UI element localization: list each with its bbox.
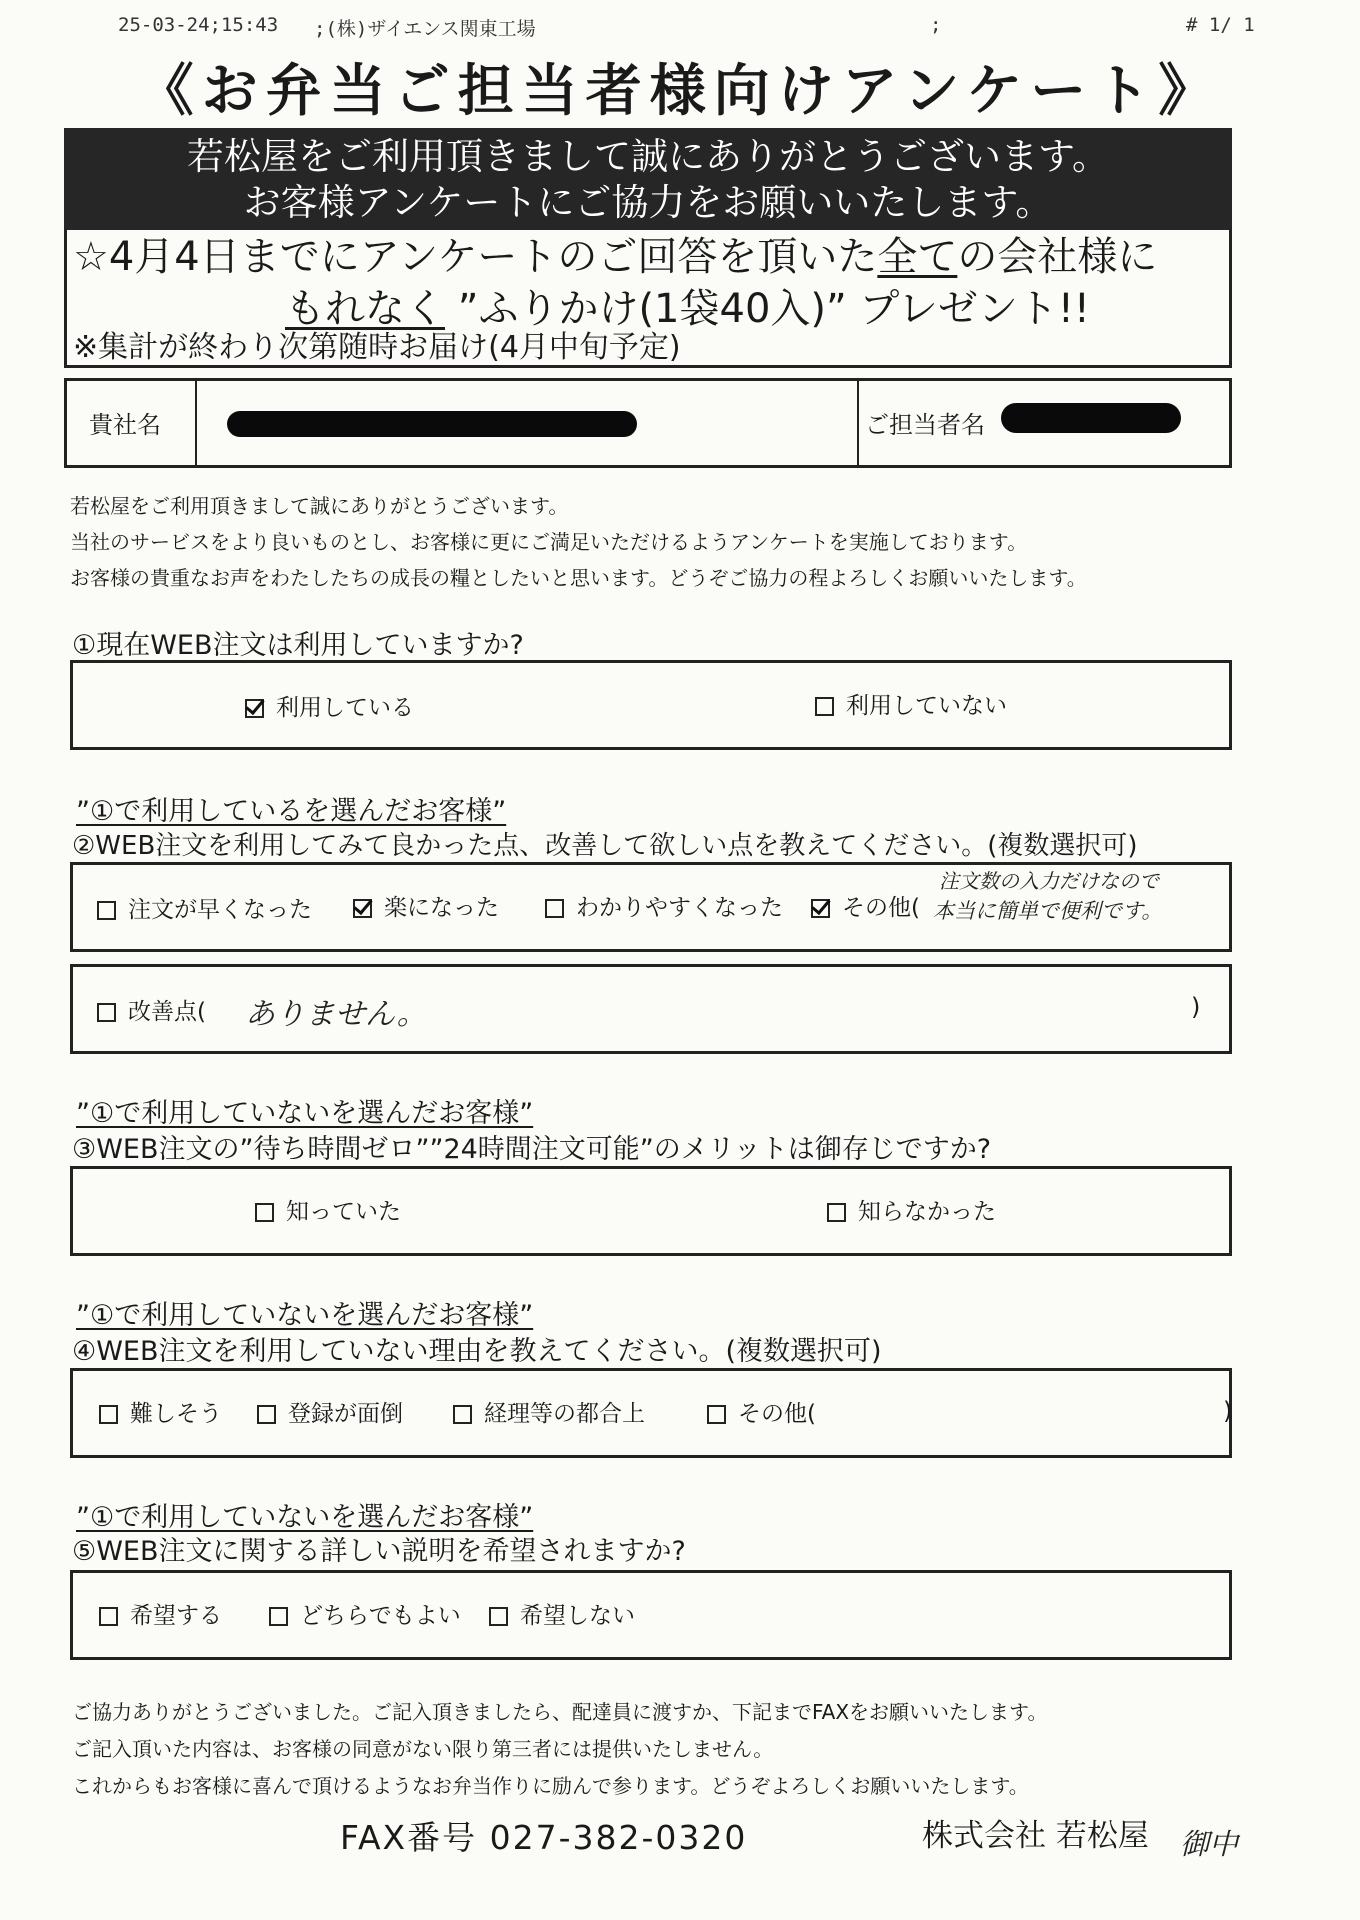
q4-question: ④WEB注文を利用していない理由を教えてください。(複数選択可) bbox=[72, 1336, 882, 1367]
name-fields bbox=[64, 378, 1232, 468]
promo-emphasis-all: 全て bbox=[877, 234, 958, 280]
q3-option-did-not-know[interactable]: 知らなかった bbox=[827, 1197, 996, 1227]
fax-separator: ; bbox=[930, 14, 942, 36]
checkbox[interactable] bbox=[99, 1607, 118, 1626]
checkbox[interactable] bbox=[545, 899, 564, 918]
fax-header bbox=[118, 14, 1288, 48]
checkbox[interactable] bbox=[255, 1203, 274, 1222]
fax-timestamp: 25-03-24;15:43 bbox=[118, 14, 279, 36]
checkbox[interactable] bbox=[97, 1003, 116, 1022]
banner-line-1: 若松屋をご利用頂きまして誠にありがとうございます。 bbox=[186, 135, 1110, 178]
page-title: 《お弁当ご担当者様向けアンケート》 bbox=[137, 59, 1223, 124]
contact-cell bbox=[859, 381, 1229, 465]
contact-label: ご担当者名 bbox=[865, 411, 985, 439]
closing-line-2: ご記入頂いた内容は、お客様の同意がない限り第三者には提供いたしません。 bbox=[72, 1737, 774, 1761]
checkbox[interactable] bbox=[707, 1405, 726, 1424]
q3-option-knew[interactable]: 知っていた bbox=[255, 1197, 401, 1227]
checkbox[interactable] bbox=[453, 1405, 472, 1424]
q2-option-faster[interactable]: 注文が早くなった bbox=[97, 895, 312, 925]
q5-condition: ”①で利用していないを選んだお客様” bbox=[76, 1502, 534, 1533]
checkbox[interactable] bbox=[99, 1405, 118, 1424]
q3-condition: ”①で利用していないを選んだお客様” bbox=[76, 1098, 534, 1129]
q4-option-difficult[interactable]: 難しそう bbox=[99, 1399, 222, 1429]
q4-condition: ”①で利用していないを選んだお客様” bbox=[76, 1300, 534, 1331]
q2-other-handwritten-2: 本当に簡単で便利です。 bbox=[933, 899, 1163, 923]
company-name-field[interactable] bbox=[197, 381, 859, 465]
q4-option-accounting[interactable]: 経理等の都合上 bbox=[453, 1399, 645, 1429]
closing-line-3: これからもお客様に喜んで頂けるようなお弁当作りに励んで参ります。どうぞよろしくお願いいたします。 bbox=[72, 1774, 1029, 1798]
promo-note: ※集計が終わり次第随時お届け(4月中旬予定) bbox=[73, 330, 681, 365]
q3-answer-box bbox=[70, 1166, 1232, 1256]
q3-question: ③WEB注文の”待ち時間ゼロ””24時間注文可能”のメリットは御存じですか? bbox=[72, 1134, 992, 1165]
q2-improve-handwritten: ありません。 bbox=[245, 997, 427, 1032]
fax-number: FAX番号 027-382-0320 bbox=[340, 1818, 748, 1857]
checkbox-checked[interactable] bbox=[811, 899, 830, 918]
checkbox[interactable] bbox=[815, 697, 834, 716]
q1-option-using[interactable]: 利用している bbox=[245, 693, 414, 723]
promo-line-2: もれなく ”ふりかけ(1袋40入)” プレゼント!! bbox=[285, 286, 1090, 332]
promo-line-1: ☆4月4日までにアンケートのご回答を頂いた全ての会社様に bbox=[73, 234, 1158, 280]
contact-name-field[interactable] bbox=[1001, 403, 1181, 433]
checkbox-checked[interactable] bbox=[245, 699, 264, 718]
intro-line-1: 若松屋をご利用頂きまして誠にありがとうございます。 bbox=[70, 494, 569, 518]
checkbox[interactable] bbox=[827, 1203, 846, 1222]
q4-option-registration[interactable]: 登録が面倒 bbox=[257, 1399, 403, 1429]
q2-improve-close: ) bbox=[1191, 993, 1201, 1021]
q5-answer-box bbox=[70, 1570, 1232, 1660]
q4-option-other[interactable]: その他( bbox=[707, 1399, 816, 1429]
q1-question: ①現在WEB注文は利用していますか? bbox=[72, 630, 524, 661]
promo-box bbox=[64, 228, 1232, 368]
q2-option-other[interactable]: その他( bbox=[811, 893, 920, 923]
q1-answer-box bbox=[70, 660, 1232, 750]
q4-answer-box bbox=[70, 1368, 1232, 1458]
q2-option-easier[interactable]: 楽になった bbox=[353, 893, 499, 923]
q5-option-no[interactable]: 希望しない bbox=[489, 1601, 635, 1631]
thanks-banner bbox=[64, 128, 1232, 230]
checkbox[interactable] bbox=[97, 901, 116, 920]
checkbox[interactable] bbox=[269, 1607, 288, 1626]
q2-option-improve[interactable]: 改善点( bbox=[97, 997, 206, 1027]
company-label: 貴社名 bbox=[89, 411, 161, 439]
checkbox[interactable] bbox=[489, 1607, 508, 1626]
q5-option-want[interactable]: 希望する bbox=[99, 1601, 222, 1631]
banner-line-2: お客様アンケートにご協力をお願いいたします。 bbox=[243, 181, 1053, 224]
promo-emphasis-everyone: もれなく bbox=[285, 286, 445, 332]
checkbox-checked[interactable] bbox=[353, 899, 372, 918]
intro-line-3: お客様の貴重なお声をわたしたちの成長の糧としたいと思います。どうぞご協力の程よろしくお願いいたします。 bbox=[70, 566, 1087, 590]
q2-condition: ”①で利用しているを選んだお客様” bbox=[76, 796, 507, 827]
fax-page: # 1/ 1 bbox=[1186, 14, 1255, 36]
closing-text bbox=[72, 1694, 1272, 1805]
q2-question: ②WEB注文を利用してみて良かった点、改善して欲しい点を教えてください。(複数選択可) bbox=[72, 831, 1138, 861]
onchu-handwritten: 御中 bbox=[1180, 1827, 1239, 1861]
intro-line-2: 当社のサービスをより良いものとし、お客様に更にご満足いただけるようアンケートを実施しております。 bbox=[70, 530, 1028, 554]
q4-other-close: ) bbox=[1223, 1397, 1233, 1425]
q1-option-not-using[interactable]: 利用していない bbox=[815, 691, 1007, 721]
checkbox[interactable] bbox=[257, 1405, 276, 1424]
intro-text bbox=[70, 488, 1270, 596]
company-label-cell bbox=[67, 381, 197, 465]
q2-answer-box bbox=[70, 862, 1232, 952]
fax-sender: ;(株)ザイエンス関東工場 bbox=[314, 18, 536, 40]
q2-improve-box bbox=[70, 964, 1232, 1054]
redaction-bar bbox=[227, 411, 637, 437]
company-name: 株式会社 若松屋 bbox=[922, 1818, 1149, 1854]
q2-option-clearer[interactable]: わかりやすくなった bbox=[545, 893, 783, 923]
q5-question: ⑤WEB注文に関する詳しい説明を希望されますか? bbox=[72, 1536, 686, 1567]
q5-option-either[interactable]: どちらでもよい bbox=[269, 1601, 461, 1631]
closing-line-1: ご協力ありがとうございました。ご記入頂きましたら、配達員に渡すか、下記までFAXをお願いいたします。 bbox=[72, 1700, 1048, 1724]
q2-other-handwritten-1: 注文数の入力だけなので bbox=[939, 869, 1159, 893]
